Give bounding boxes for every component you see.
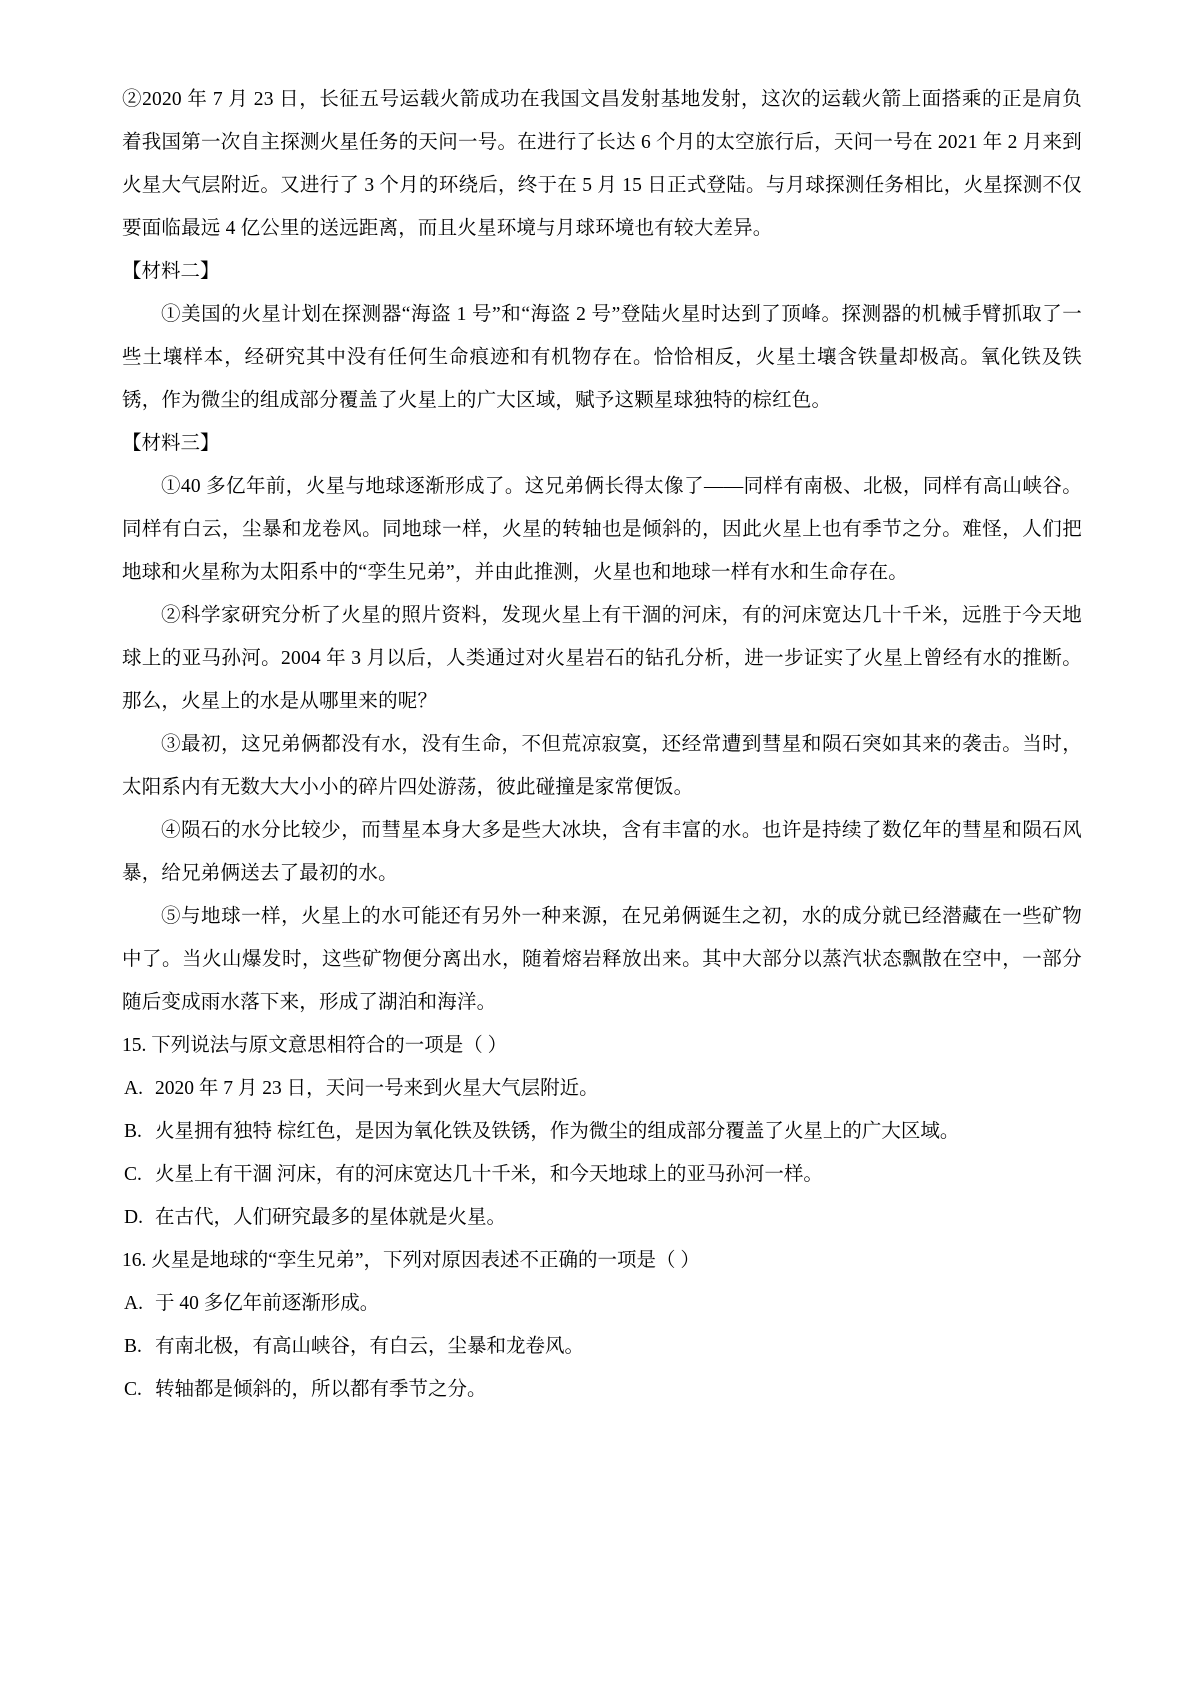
material-three-para-4: ④陨石的水分比较少，而彗星本身大多是些大冰块，含有丰富的水。也许是持续了数亿年的彗星和陨石风暴，给兄弟俩送去了最初的水。 bbox=[122, 820, 1082, 884]
option-text: 在古代，人们研究最多的星体就是火星。 bbox=[155, 1207, 507, 1228]
option-label: C. bbox=[124, 1379, 142, 1400]
question-16-option-a[interactable] bbox=[122, 1282, 1082, 1325]
option-label: B. bbox=[124, 1121, 142, 1142]
question-15-option-d[interactable] bbox=[122, 1196, 1082, 1239]
option-text: 有南北极，有高山峡谷，有白云，尘暴和龙卷风。 bbox=[155, 1336, 585, 1357]
question-15-option-c[interactable] bbox=[122, 1153, 1082, 1196]
option-label: B. bbox=[124, 1336, 142, 1357]
option-label: D. bbox=[124, 1207, 143, 1228]
material-three-para-5: ⑤与地球一样，火星上的水可能还有另外一种来源，在兄弟俩诞生之初，水的成分就已经潜藏在一些矿物中了。当火山爆发时，这些矿物便分离出水，随着熔岩释放出来。其中大部分以蒸汽状态飘散在空中，一部分随后变成雨水落下来，形成了湖泊和海洋。 bbox=[122, 906, 1082, 1013]
material-three-heading: 【材料三】 bbox=[122, 433, 220, 454]
option-text: 于 40 多亿年前逐渐形成。 bbox=[155, 1293, 380, 1314]
question-15-option-b[interactable] bbox=[122, 1110, 1082, 1153]
question-16-stem: 16. 火星是地球的“孪生兄弟”，下列对原因表述不正确的一项是（ ） bbox=[122, 1250, 700, 1271]
option-text: 2020 年 7 月 23 日，天问一号来到火星大气层附近。 bbox=[155, 1078, 599, 1099]
option-text: 转轴都是倾斜的，所以都有季节之分。 bbox=[155, 1379, 487, 1400]
question-16-option-c[interactable] bbox=[122, 1368, 1082, 1411]
material-one-para-2: ②2020 年 7 月 23 日，长征五号运载火箭成功在我国文昌发射基地发射，这次的运载火箭上面搭乘的正是肩负着我国第一次自主探测火星任务的天问一号。在进行了长达 6 个月的太空旅行后，天问一号在 2021 年 2 月来到火星大气层附近。又进行了 3 个月的环绕后，终于在 5 月 15 日正式登陆。与月球探测任务相比，火星探测不仅要面临最远 4 亿公里的送远距离，而且火星环境与月球环境也有较大差异。 bbox=[122, 89, 1082, 239]
material-three-para-3: ③最初，这兄弟俩都没有水，没有生命，不但荒凉寂寞，还经常遭到彗星和陨石突如其来的袭击。当时，太阳系内有无数大大小小的碎片四处游荡，彼此碰撞是家常便饭。 bbox=[122, 734, 1082, 798]
question-15-stem: 15. 下列说法与原文意思相符合的一项是（ ） bbox=[122, 1035, 508, 1056]
option-label: A. bbox=[124, 1293, 143, 1314]
question-16-option-b[interactable] bbox=[122, 1325, 1082, 1368]
option-label: C. bbox=[124, 1164, 142, 1185]
option-text: 火星上有干涸 河床，有的河床宽达几十千米，和今天地球上的亚马孙河一样。 bbox=[155, 1164, 823, 1185]
option-label: A. bbox=[124, 1078, 143, 1099]
material-two-para-1: ①美国的火星计划在探测器“海盗 1 号”和“海盗 2 号”登陆火星时达到了顶峰。探测器的机械手臂抓取了一些土壤样本，经研究其中没有任何生命痕迹和有机物存在。恰恰相反，火星土壤含铁量却极高。氧化铁及铁锈，作为微尘的组成部分覆盖了火星上的广大区域，赋予这颗星球独特的棕红色。 bbox=[122, 304, 1082, 411]
material-two-heading: 【材料二】 bbox=[122, 261, 220, 282]
material-three-para-2: ②科学家研究分析了火星的照片资料，发现火星上有干涸的河床，有的河床宽达几十千米，远胜于今天地球上的亚马孙河。2004 年 3 月以后，人类通过对火星岩石的钻孔分析，进一步证实了火星上曾经有水的推断。那么，火星上的水是从哪里来的呢？ bbox=[122, 605, 1082, 712]
option-text: 火星拥有独特 棕红色，是因为氧化铁及铁锈，作为微尘的组成部分覆盖了火星上的广大区域。 bbox=[155, 1121, 960, 1142]
question-15-option-a[interactable] bbox=[122, 1067, 1082, 1110]
material-three-para-1: ①40 多亿年前，火星与地球逐渐形成了。这兄弟俩长得太像了——同样有南极、北极，同样有高山峡谷。同样有白云，尘暴和龙卷风。同地球一样，火星的转轴也是倾斜的，因此火星上也有季节之分。难怪，人们把地球和火星称为太阳系中的“孪生兄弟”，并由此推测，火星也和地球一样有水和生命存在。 bbox=[122, 476, 1082, 583]
